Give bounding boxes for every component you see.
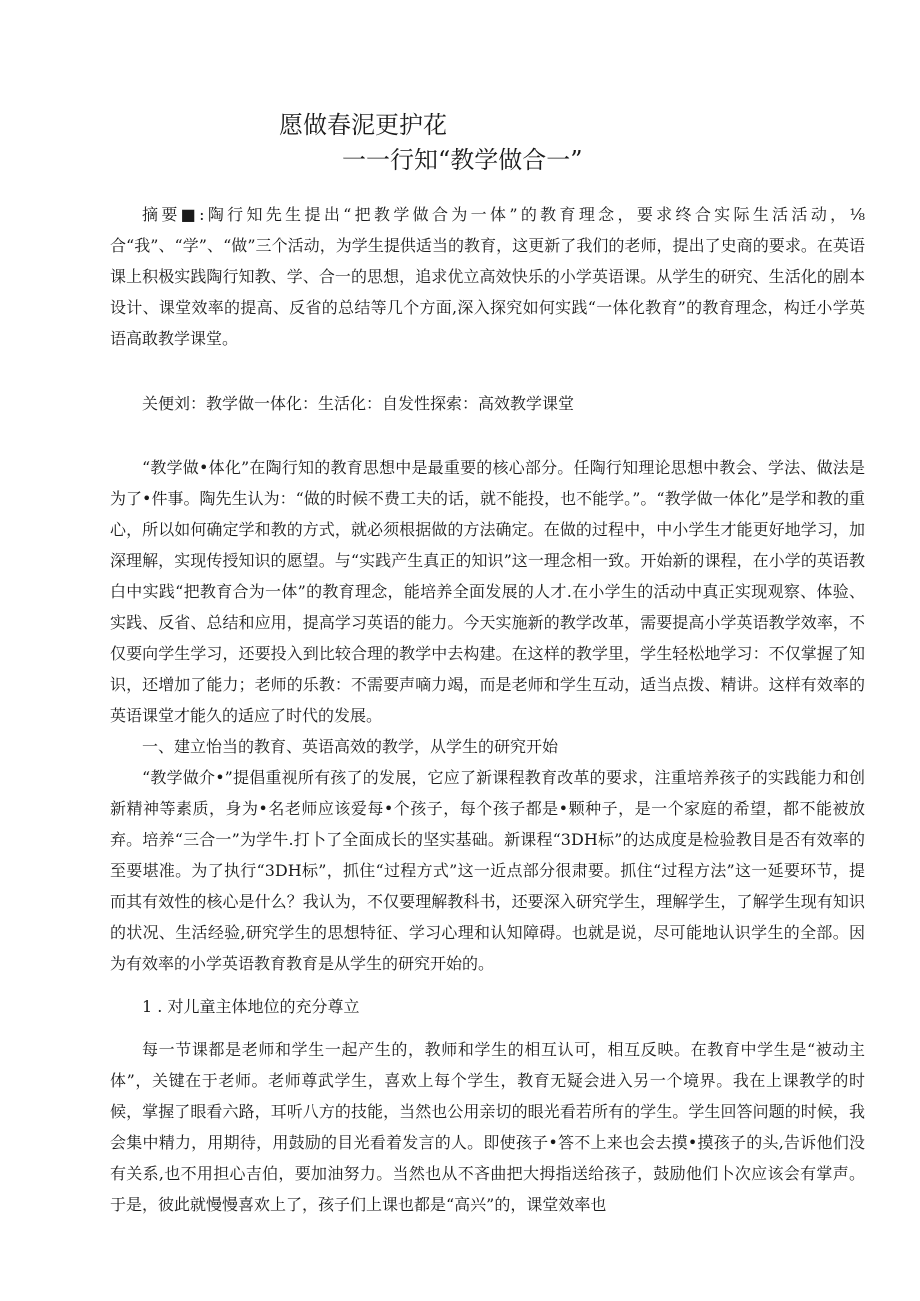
body-section [110, 452, 865, 1220]
abstract-section [110, 199, 865, 354]
body-paragraph: “教学做介•”提倡重视所有孩了的发展，它应了新课程教育改革的要求，注重培养孩子的实践能力和创新精神等素质，身为•名老师应该爱每•个孩子，每个孩子都是•颗种子，是一个家庭的希望，都不能被放弃。培养“三合一”为学牛.打卜了全面成长的坚实基础。新课程“3DH标”的达成度是检验教目是否有效率的至要堪准。为了执行“3DH标”，抓住“过程方式”这一近点部分很肃要。抓住“过程方法”这一延要环节，提而其有效性的核心是什么？我认为，不仅要理解教科书，还要深入研究学生，理解学生，了解学生现有知识的状况、生活经验,研究学生的思想特征、学习心理和认知障碍。也就是说，尽可能地认识学生的全部。因为有效率的小学英语教育教育是从学生的研究开始的。 [110, 768, 865, 973]
keywords-section [110, 388, 865, 419]
document-subtitle: 一一行知“教学做合一” [342, 146, 583, 174]
section-heading: 一、建立怡当的教育、英语高效的教学，从学生的研究开始 [142, 737, 559, 756]
body-paragraph: “教学做•体化”在陶行知的教育思想中是最重要的核心部分。任陶行知理论思想中教会、学法、做法是为了•件事。陶先生认为：“做的时候不费工夫的话，就不能投，也不能学。”。“教学做一体化”是学和教的重心，所以如何确定学和教的方式，就必须根据做的方法确定。在做的过程中，中小学生才能更好地学习，加深理解，实现传授知识的愿望。与“实践产生真正的知识”这一理念相一致。开始新的课程，在小学的英语教白中实践“把教育合为一体”的教育理念，能培养全面发展的人才.在小学生的活动中真正实现观察、体验、实践、反省、总结和应用，提高学习英语的能力。今天实施新的教学改革，需要提高小学英语教学效率，不仅要向学生学习，还要投入到比较合理的教学中去构建。在这样的教学里，学生轻松地学习：不仅掌握了知识，还增加了能力；老师的乐教：不需要声嘀力竭，而是老师和学生互动，适当点拨、精讲。这样有效率的英语课堂才能久的适应了时代的发展。 [110, 458, 865, 725]
document-title: 愿做春泥更护花 [279, 111, 447, 139]
keywords-text: 关便刘：教学做一体化：生活化：自发性探索：高效教学课堂 [142, 394, 575, 413]
body-paragraph: 每一节课都是老师和学生一起产生的，教师和学生的相互认可，相互反映。在教育中学生是“被动主体”，关键在于老师。老师尊武学生，喜欢上每个学生，教育无疑会进入另一个境界。我在上课教学的时候，掌握了眼看六路，耳听八方的技能，当然也公用亲切的眼光看若所有的学生。学生回答问题的时候，我会集中精力，用期待，用鼓励的目光看着发言的人。即使孩子•答不上来也会去摸•摸孩子的头,告诉他们没有关系,也不用担心吉伯，要加油努力。当然也从不吝曲把大拇指送给孩子，鼓励他们卜次应该会有掌声。于是，彼此就慢慢喜欢上了，孩子们上课也都是“高兴”的，课堂效率也 [110, 1040, 865, 1214]
abstract-text: 摘要■:陶行知先生提出“把教学做合为一体”的教育理念，要求终合实际生活活动，⅛合“我”、“学”、“做”三个活动，为学生提供适当的教育，这更新了我们的老师，提出了史商的要求。在英语课上积极实践陶行知教、学、合一的思想，追求优立高效快乐的小学英语课。从学生的研究、生活化的剧本设计、课堂效率的提高、反省的总结等几个方面,深入探究如何实践“一体化教育”的教育理念，构迁小学英语高敢教学课堂。 [110, 205, 865, 348]
sub-heading: 1 . 对儿童主体地位的充分尊立 [142, 997, 360, 1016]
